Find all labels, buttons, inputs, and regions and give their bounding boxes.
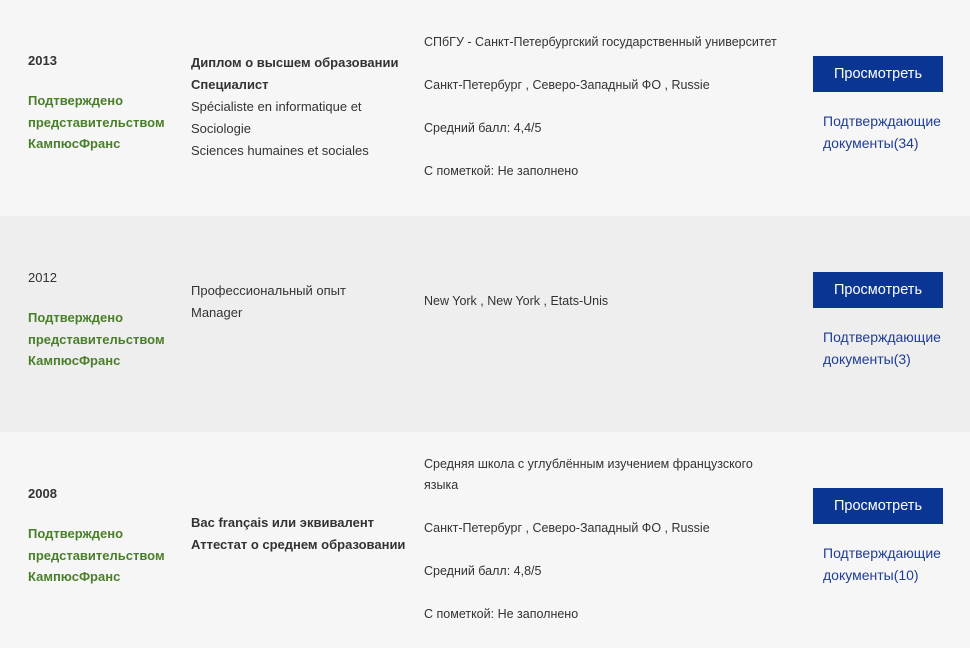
education-row-2012 — [0, 216, 970, 432]
supporting-documents-link[interactable]: Подтверждающие документы(10) — [823, 545, 941, 583]
institution-column — [424, 291, 794, 312]
actions-column — [813, 488, 963, 586]
institution-location: Санкт-Петербург , Северо-Западный ФО , Russie — [424, 78, 710, 92]
diploma-equivalent: Аттестат о среднем образовании — [191, 537, 406, 552]
education-row-2013 — [0, 0, 970, 216]
year-column — [28, 270, 178, 372]
experience-type: Профессиональный опыт — [191, 283, 346, 298]
institution-column — [424, 454, 774, 625]
verified-badge: Подтверждено представительством КампюсФранс — [28, 93, 165, 151]
actions-column — [813, 56, 963, 154]
supporting-documents-link[interactable]: Подтверждающие документы(34) — [823, 113, 941, 151]
diploma-title: Диплом о высшем образовании — [191, 55, 399, 70]
experience-position: Manager — [191, 305, 243, 320]
mention: С пометкой: Не заполнено — [424, 164, 579, 178]
diploma-specialty: Spécialiste en informatique et — [191, 99, 362, 114]
diploma-title: Bac français или эквивалент — [191, 515, 375, 530]
institution-name: СПбГУ - Санкт-Петербургский государственный университет — [424, 35, 777, 49]
year: 2008 — [28, 486, 57, 501]
year-column — [28, 53, 178, 155]
year: 2012 — [28, 270, 57, 285]
verified-badge: Подтверждено представительством КампюсФранс — [28, 526, 165, 584]
mention: С пометкой: Не заполнено — [424, 607, 579, 621]
verified-badge: Подтверждено представительством КампюсФранс — [28, 310, 165, 368]
diploma-column — [191, 280, 416, 324]
average-grade: Средний балл: 4,4/5 — [424, 121, 542, 135]
view-button[interactable]: Просмотреть — [813, 272, 943, 308]
actions-column — [813, 272, 963, 370]
education-row-2008 — [0, 432, 970, 648]
diploma-field: Sciences humaines et sociales — [191, 143, 369, 158]
diploma-column — [191, 52, 416, 162]
view-button[interactable]: Просмотреть — [813, 56, 943, 92]
diploma-column — [191, 512, 416, 556]
average-grade: Средний балл: 4,8/5 — [424, 564, 542, 578]
institution-location: Санкт-Петербург , Северо-Западный ФО , Russie — [424, 521, 710, 535]
institution-column — [424, 32, 794, 182]
year-column — [28, 486, 178, 588]
view-button[interactable]: Просмотреть — [813, 488, 943, 524]
supporting-documents-link[interactable]: Подтверждающие документы(3) — [823, 329, 941, 367]
institution-name: Средняя школа с углублённым изучением французского языка — [424, 457, 753, 492]
diploma-level: Специалист — [191, 77, 269, 92]
year: 2013 — [28, 53, 57, 68]
diploma-specialty: Sociologie — [191, 121, 251, 136]
institution-location: New York , New York , Etats-Unis — [424, 294, 609, 308]
